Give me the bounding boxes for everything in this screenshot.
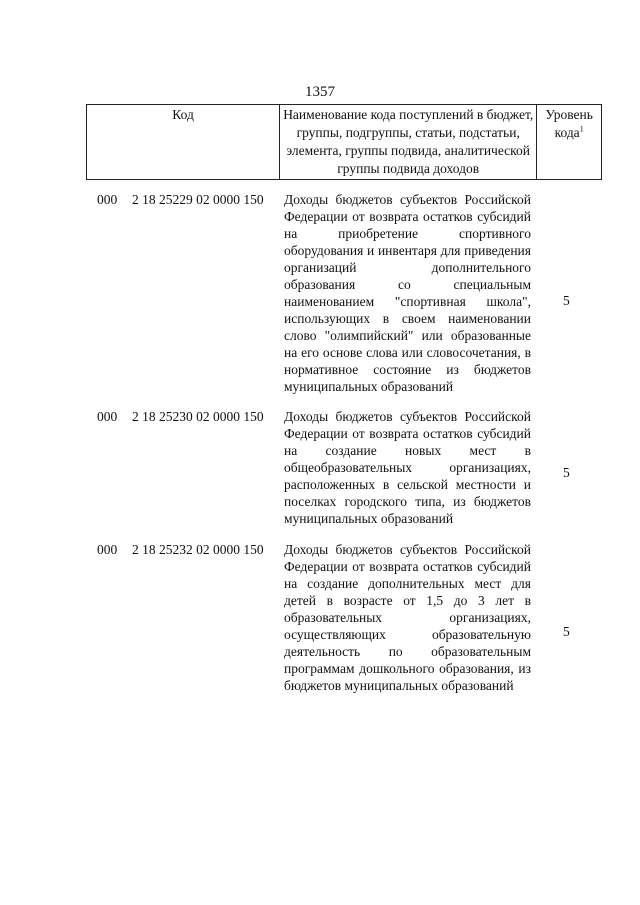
income-code: 2 18 25230 02 0000 150: [132, 409, 264, 424]
header-level-label: Уровень кода: [545, 107, 593, 140]
admin-code: 000: [97, 409, 118, 424]
income-code: 2 18 25232 02 0000 150: [132, 542, 264, 557]
header-name: Наименование кода поступлений в бюджет, группы, подгруппы, статьи, подстатьи, элемента, группы подвида, аналитической группы подвида доходов: [280, 105, 537, 180]
code-level: 5: [563, 293, 570, 308]
footnote-marker: 1: [579, 124, 584, 134]
table-header: [86, 104, 602, 180]
income-code: 2 18 25229 02 0000 150: [132, 192, 264, 207]
admin-code: 000: [97, 192, 118, 207]
income-description: Доходы бюджетов субъектов Российской Федерации от возврата остатков субсидий на создание дополнительных мест для детей в возрасте от 1,5 до 3 лет в образовательных организациях, осуществляющих образовательную деятельность по образовательным программам дошкольного образования, из бюджетов муниципальных образований: [284, 542, 531, 693]
page-number: 1357: [305, 84, 335, 100]
code-level: 5: [563, 465, 570, 480]
header-code: Код: [87, 105, 280, 180]
code-level: 5: [563, 624, 570, 639]
income-description: Доходы бюджетов субъектов Российской Федерации от возврата остатков субсидий на приобретение спортивного оборудования и инвентаря для приведения организаций дополнительного образования со специальным наименованием "спортивная школа", использующих в своем наименовании слово "олимпийский" или образованные на его основе слова или словосочетания, в нормативное состояние из бюджетов муниципальных образований: [284, 192, 531, 394]
header-level: [537, 105, 602, 180]
income-description: Доходы бюджетов субъектов Российской Федерации от возврата остатков субсидий на создание новых мест в общеобразовательных организациях, расположенных в сельской местности и поселках городского типа, из бюджетов муниципальных образований: [284, 409, 531, 526]
admin-code: 000: [97, 542, 118, 557]
